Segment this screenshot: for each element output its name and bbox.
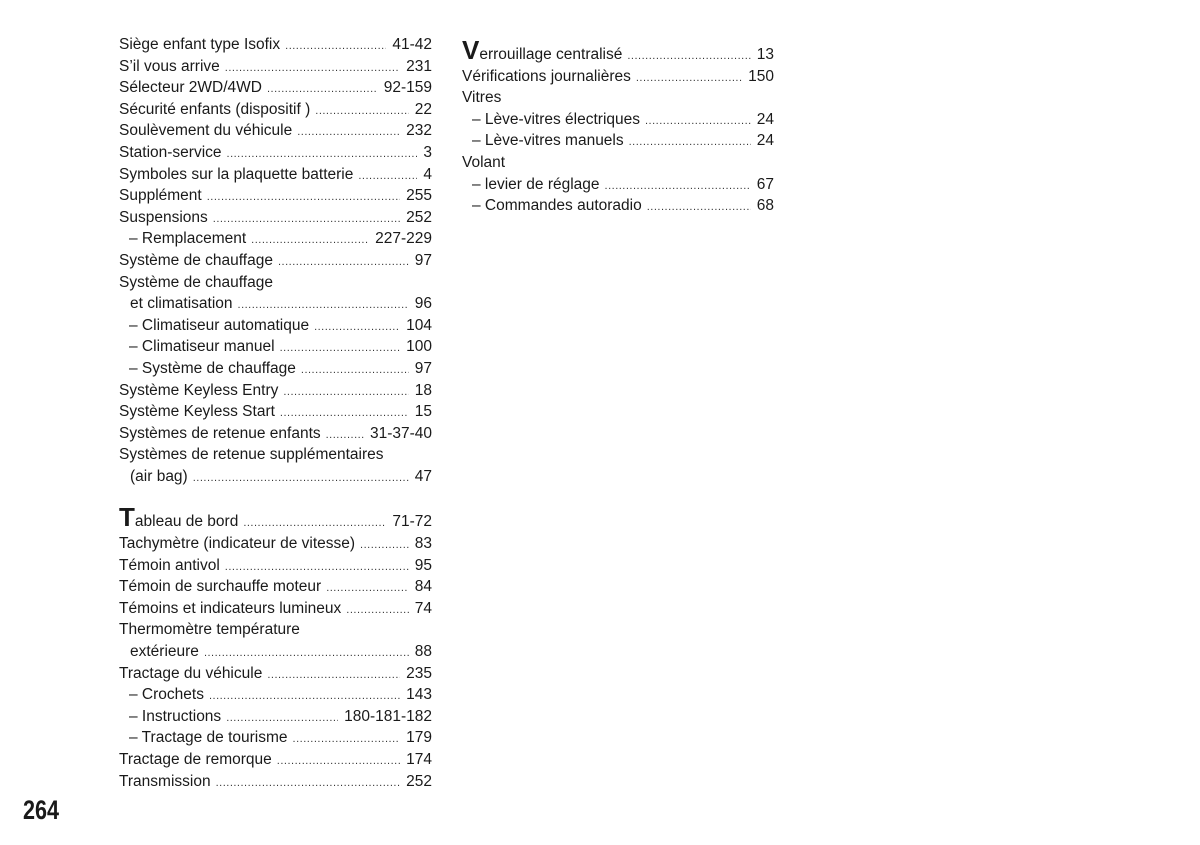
index-entry — [119, 706, 432, 728]
index-entry — [462, 87, 774, 109]
index-entry-label — [462, 66, 631, 88]
index-entry — [119, 749, 432, 771]
dot-leader — [213, 209, 400, 231]
index-entry — [119, 142, 432, 164]
index-entry-page: 252 — [406, 208, 432, 226]
index-entry-text: Sélecteur 2WD/4WD — [119, 79, 262, 97]
index-entry-text: Vitres — [462, 89, 502, 107]
index-entry — [119, 120, 432, 142]
index-entry-text: Volant — [462, 153, 506, 171]
index-entry-text: Système Keyless Start — [119, 403, 275, 421]
index-entry-label — [119, 706, 221, 728]
index-entry-page: 97 — [414, 251, 432, 269]
index-entry — [119, 207, 432, 229]
index-entry-text: et climatisation — [130, 295, 233, 313]
index-entry-text: – Remplacement — [129, 230, 247, 248]
index-entry-label — [119, 423, 321, 445]
index-entry-label — [119, 272, 273, 294]
index-entry — [119, 185, 432, 207]
index-entry-page: 180-181-182 — [344, 707, 432, 725]
index-entry — [119, 502, 432, 533]
dot-leader — [636, 68, 742, 90]
index-entry-page: 100 — [406, 338, 432, 356]
index-entry-label — [462, 35, 623, 66]
dot-leader — [207, 187, 400, 209]
index-entry-label — [119, 663, 262, 685]
index-entry-text: – Climatiseur automatique — [129, 316, 310, 334]
index-entry — [462, 35, 774, 66]
index-entry-text: Systèmes de retenue supplémentaires — [119, 446, 384, 464]
index-entry — [462, 109, 774, 131]
dot-leader — [627, 46, 750, 68]
index-entry-label — [119, 444, 384, 466]
index-entry — [119, 358, 432, 380]
index-entry-label — [119, 34, 280, 56]
index-entry-text: – Instructions — [129, 707, 222, 725]
section-initial-letter: T — [119, 502, 135, 533]
index-entry-page: 15 — [414, 403, 432, 421]
dot-leader — [605, 176, 751, 198]
index-entry — [119, 77, 432, 99]
index-entry-text: Tractage de remorque — [119, 751, 272, 768]
index-entry-text: – Lève-vitres électriques — [472, 110, 640, 128]
index-entry-label — [119, 358, 296, 380]
index-entry-text: ableau de bord — [134, 513, 239, 531]
section-spacer — [119, 487, 432, 511]
index-entry — [119, 380, 432, 402]
dot-leader — [629, 132, 751, 154]
index-entry — [119, 423, 432, 445]
index-entry-text: S’il vous arrive — [119, 57, 220, 75]
index-entry — [462, 152, 774, 174]
index-entry-label — [119, 185, 202, 207]
index-entry — [119, 555, 432, 577]
index-entry-text: Témoin de surchauffe moteur — [119, 578, 322, 596]
dot-leader — [315, 101, 408, 123]
index-entry-label — [119, 142, 222, 164]
index-entry-label — [119, 120, 292, 142]
index-entry-page: 13 — [756, 46, 774, 63]
index-entry — [119, 619, 432, 641]
index-entry-label — [119, 727, 288, 749]
dot-leader — [293, 729, 401, 751]
index-entry-page: 31-37-40 — [369, 424, 432, 442]
index-entry-label — [119, 207, 208, 229]
index-entry-page: 67 — [756, 175, 774, 193]
index-entry-label — [119, 315, 309, 337]
index-entry-text: Tractage du véhicule — [119, 664, 263, 682]
dot-leader — [301, 360, 409, 382]
index-entry-page: 150 — [748, 67, 774, 85]
index-entry-page: 227-229 — [375, 230, 432, 248]
index-entry — [119, 99, 432, 121]
index-entry-page: 83 — [414, 535, 432, 553]
index-entry-text: (air bag) — [130, 467, 188, 485]
dot-leader — [280, 338, 401, 360]
index-entry-text: Supplément — [119, 187, 202, 205]
index-entry-page: 88 — [414, 643, 432, 661]
dot-leader — [346, 600, 408, 622]
index-entry-page: 143 — [406, 686, 432, 704]
index-entry-label — [119, 293, 233, 315]
index-entry-text: Siège enfant type Isofix — [119, 36, 281, 53]
index-entry-text: – Crochets — [129, 686, 204, 704]
dot-leader — [358, 166, 417, 188]
index-entry-text: Transmission — [119, 772, 211, 790]
index-entry — [119, 533, 432, 555]
index-entry — [119, 576, 432, 598]
index-entry-label — [462, 195, 642, 217]
index-entry-label — [119, 684, 204, 706]
dot-leader — [267, 665, 400, 687]
index-entry-page: 231 — [406, 57, 432, 75]
dot-leader — [225, 58, 400, 80]
index-entry-page: 18 — [414, 381, 432, 399]
index-entry — [119, 401, 432, 423]
dot-leader — [209, 686, 400, 708]
dot-leader — [277, 751, 400, 773]
index-entry — [119, 641, 432, 663]
index-entry-page: 22 — [414, 100, 432, 118]
index-entry-page: 179 — [406, 729, 432, 747]
index-entry-text: Témoin antivol — [119, 556, 220, 574]
index-entry — [119, 771, 432, 793]
index-entry-page: 235 — [406, 664, 432, 682]
dot-leader — [283, 382, 408, 404]
dot-leader — [645, 111, 751, 133]
dot-leader — [647, 197, 751, 219]
index-entry — [119, 56, 432, 78]
page-number: 264 — [23, 795, 60, 825]
index-entry-page: 95 — [414, 556, 432, 574]
dot-leader — [193, 468, 409, 490]
index-entry — [462, 195, 774, 217]
index-entry-page: 232 — [406, 122, 432, 140]
index-entry-label — [119, 380, 278, 402]
dot-leader — [225, 557, 409, 579]
index-entry-label — [119, 401, 275, 423]
index-entry — [119, 663, 432, 685]
index-entry — [119, 272, 432, 294]
index-entry-text: Sécurité enfants (dispositif ) — [119, 100, 311, 118]
index-entry-page: 47 — [414, 467, 432, 485]
index-entry-text: – levier de réglage — [472, 175, 600, 193]
index-entry-page: 84 — [414, 578, 432, 596]
index-entry-page: 24 — [756, 110, 774, 128]
index-entry-text: Système de chauffage — [119, 273, 273, 291]
index-entry-text: – Commandes autoradio — [472, 197, 642, 215]
index-entry-label — [119, 228, 246, 250]
index-entry-label — [119, 533, 355, 555]
index-entry-label — [119, 250, 273, 272]
index-entry-text: Systèmes de retenue enfants — [119, 424, 321, 442]
index-entry-page: 68 — [756, 197, 774, 215]
index-entry-page: 41-42 — [392, 36, 432, 53]
index-entry-label — [119, 56, 220, 78]
dot-leader — [251, 230, 369, 252]
index-entry-text: – Système de chauffage — [129, 359, 296, 377]
index-entry — [462, 66, 774, 88]
dot-leader — [360, 535, 409, 557]
index-entry — [119, 466, 432, 488]
index-entry — [119, 598, 432, 620]
index-entry-text: Système Keyless Entry — [119, 381, 279, 399]
index-entry-page: 24 — [756, 132, 774, 150]
index-entry-page: 255 — [406, 187, 432, 205]
index-column-left — [119, 34, 432, 792]
index-entry-label — [119, 771, 211, 793]
index-entry-text: Thermomètre température — [119, 621, 300, 639]
dot-leader — [278, 252, 409, 274]
index-entry — [462, 174, 774, 196]
index-entry-label — [119, 619, 300, 641]
index-entry — [119, 34, 432, 56]
index-column-right — [462, 35, 774, 217]
index-entry-label — [119, 99, 310, 121]
dot-leader — [238, 295, 409, 317]
index-entry-label — [119, 641, 199, 663]
index-entry-label — [119, 749, 272, 771]
index-entry-page: 3 — [423, 143, 432, 161]
dot-leader — [326, 425, 364, 447]
index-entry-page: 96 — [414, 295, 432, 313]
index-entry-label — [119, 576, 321, 598]
index-entry — [119, 336, 432, 358]
index-entry — [119, 228, 432, 250]
index-entry-text: extérieure — [130, 643, 199, 661]
index-entry-text: – Lève-vitres manuels — [472, 132, 624, 150]
index-entry — [119, 315, 432, 337]
index-entry-text: Station-service — [119, 143, 222, 161]
index-entry-label — [462, 152, 505, 174]
dot-leader — [297, 122, 400, 144]
index-entry — [119, 444, 432, 466]
index-entry-page: 252 — [406, 772, 432, 790]
index-entry-label — [462, 87, 501, 109]
index-entry-text: Témoins et indicateurs lumineux — [119, 599, 342, 617]
index-entry-label — [462, 174, 600, 196]
index-entry-text: Tachymètre (indicateur de vitesse) — [119, 535, 356, 553]
dot-leader — [227, 144, 418, 166]
dot-leader — [314, 317, 400, 339]
index-entry-label — [462, 109, 640, 131]
index-entry-label — [119, 336, 275, 358]
index-entry — [119, 684, 432, 706]
dot-leader — [280, 403, 409, 425]
index-entry-text: Soulèvement du véhicule — [119, 122, 293, 140]
index-entry-page: 71-72 — [392, 513, 432, 531]
dot-leader — [285, 36, 386, 58]
dot-leader — [326, 578, 409, 600]
index-entry-label — [119, 77, 262, 99]
index-entry-text: Symboles sur la plaquette batterie — [119, 165, 354, 183]
section-initial-letter: V — [462, 35, 480, 65]
index-entry-label — [119, 164, 353, 186]
index-entry — [119, 293, 432, 315]
index-entry-label — [119, 598, 341, 620]
index-entry-page: 174 — [406, 751, 432, 768]
dot-leader — [216, 773, 401, 795]
index-entry-text: – Tractage de tourisme — [129, 729, 288, 747]
index-entry-text: errouillage centralisé — [479, 46, 623, 63]
index-entry-text: – Climatiseur manuel — [129, 338, 275, 356]
index-entry-label — [119, 555, 220, 577]
index-entry-page: 92-159 — [383, 79, 432, 97]
index-entry-text: Système de chauffage — [119, 251, 273, 269]
dot-leader — [243, 513, 386, 535]
dot-leader — [226, 708, 338, 730]
index-entry-page: 4 — [423, 165, 432, 183]
index-entry-page: 104 — [406, 316, 432, 334]
index-entry — [119, 727, 432, 749]
index-entry-page: 74 — [414, 599, 432, 617]
dot-leader — [204, 643, 409, 665]
index-entry-label — [462, 130, 624, 152]
index-entry-text: Suspensions — [119, 208, 208, 226]
index-entry-label — [119, 466, 188, 488]
index-entry-page: 97 — [414, 359, 432, 377]
index-entry — [119, 250, 432, 272]
index-entry — [119, 164, 432, 186]
index-entry — [462, 130, 774, 152]
dot-leader — [267, 79, 378, 101]
index-entry-text: Vérifications journalières — [462, 67, 631, 85]
index-entry-label — [119, 502, 239, 533]
